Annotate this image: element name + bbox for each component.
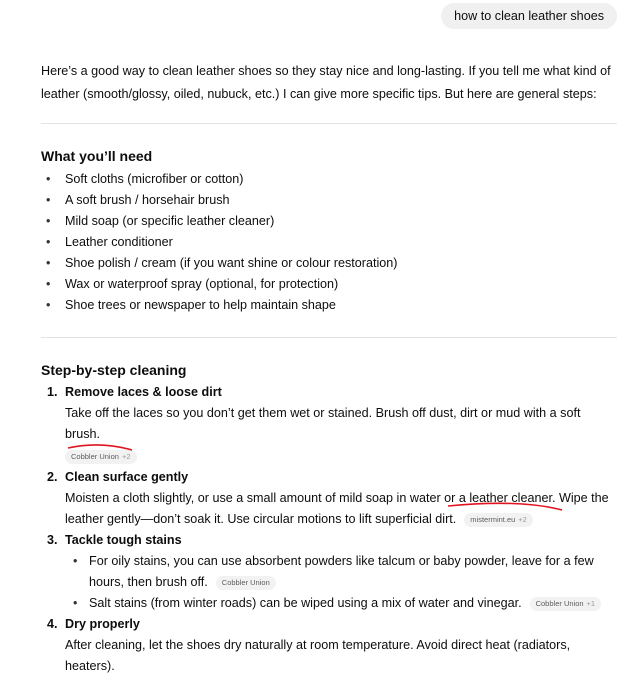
step-text: Take off the laces so you don’t get them wet or stained. Brush off dust, dirt or mud with a soft brush. xyxy=(65,406,581,441)
assistant-response xyxy=(41,60,617,677)
list-item: • Shoe trees or newspaper to help maintain shape xyxy=(41,295,617,316)
list-item: • Shoe polish / cream (if you want shine or colour restoration) xyxy=(41,253,617,274)
step-number: 2. xyxy=(47,470,58,484)
list-item: • A soft brush / horsehair brush xyxy=(41,190,617,211)
citation-chip[interactable] xyxy=(530,597,602,611)
list-item: • Mild soap (or specific leather cleaner) xyxy=(41,211,617,232)
step-title: Clean surface gently xyxy=(65,470,189,484)
citation-more: +1 xyxy=(586,598,596,608)
citation-source: mistermint.eu xyxy=(470,514,516,524)
list-item: • Wax or waterproof spray (optional, for protection) xyxy=(41,274,617,295)
steps-list xyxy=(41,382,617,677)
divider xyxy=(41,337,617,338)
step-number: 3. xyxy=(47,533,58,547)
citation-source: Cobbler Union xyxy=(221,577,270,587)
steps-heading: Step-by-step cleaning xyxy=(41,362,187,378)
needs-heading: What you’ll need xyxy=(41,148,153,164)
step-title: Tackle tough stains xyxy=(65,533,182,547)
sub-text: For oily stains, you can use absorbent powders like talcum or baby powder, leave for a few hours, then brush off. xyxy=(89,554,594,589)
step-item xyxy=(41,614,617,677)
step-title: Remove laces & loose dirt xyxy=(65,385,222,399)
citation-chip[interactable] xyxy=(216,576,276,590)
sub-item xyxy=(65,551,617,593)
list-item: • Leather conditioner xyxy=(41,232,617,253)
citation-source: Cobbler Union xyxy=(71,451,119,461)
citation-more: +2 xyxy=(121,451,131,461)
step-item xyxy=(41,382,617,467)
intro-text: Here’s a good way to clean leather shoes so they stay nice and long-lasting. If you tell me what kind of leather (smooth/glossy, oiled, nubuck, etc.) I can give more specific tips. But here are general steps: xyxy=(41,64,611,101)
user-message-bubble: how to clean leather shoes xyxy=(441,3,617,29)
step-number: 4. xyxy=(47,617,58,631)
step-number: 1. xyxy=(47,385,58,399)
citation-more: +2 xyxy=(518,514,527,524)
step-item xyxy=(41,467,617,530)
step-title: Dry properly xyxy=(65,617,140,631)
citation-source: Cobbler Union xyxy=(535,598,584,608)
needs-list xyxy=(41,169,617,316)
citation-chip[interactable] xyxy=(65,450,137,464)
sub-item xyxy=(65,593,617,614)
sub-list xyxy=(65,551,617,614)
list-item: • Soft cloths (microfiber or cotton) xyxy=(41,169,617,190)
step-item xyxy=(41,530,617,614)
sub-text: Salt stains (from winter roads) can be wiped using a mix of water and vinegar. xyxy=(89,596,522,610)
step-text: Moisten a cloth slightly, or use a small amount of mild soap in water or a leather cleaner. Wipe the leather gently—don’t soak it. Use circular motions to lift superficial dirt. xyxy=(65,491,609,526)
divider xyxy=(41,123,617,124)
step-text: After cleaning, let the shoes dry naturally at room temperature. Avoid direct heat (radiators, heaters). xyxy=(65,638,571,673)
citation-chip[interactable] xyxy=(464,513,533,527)
